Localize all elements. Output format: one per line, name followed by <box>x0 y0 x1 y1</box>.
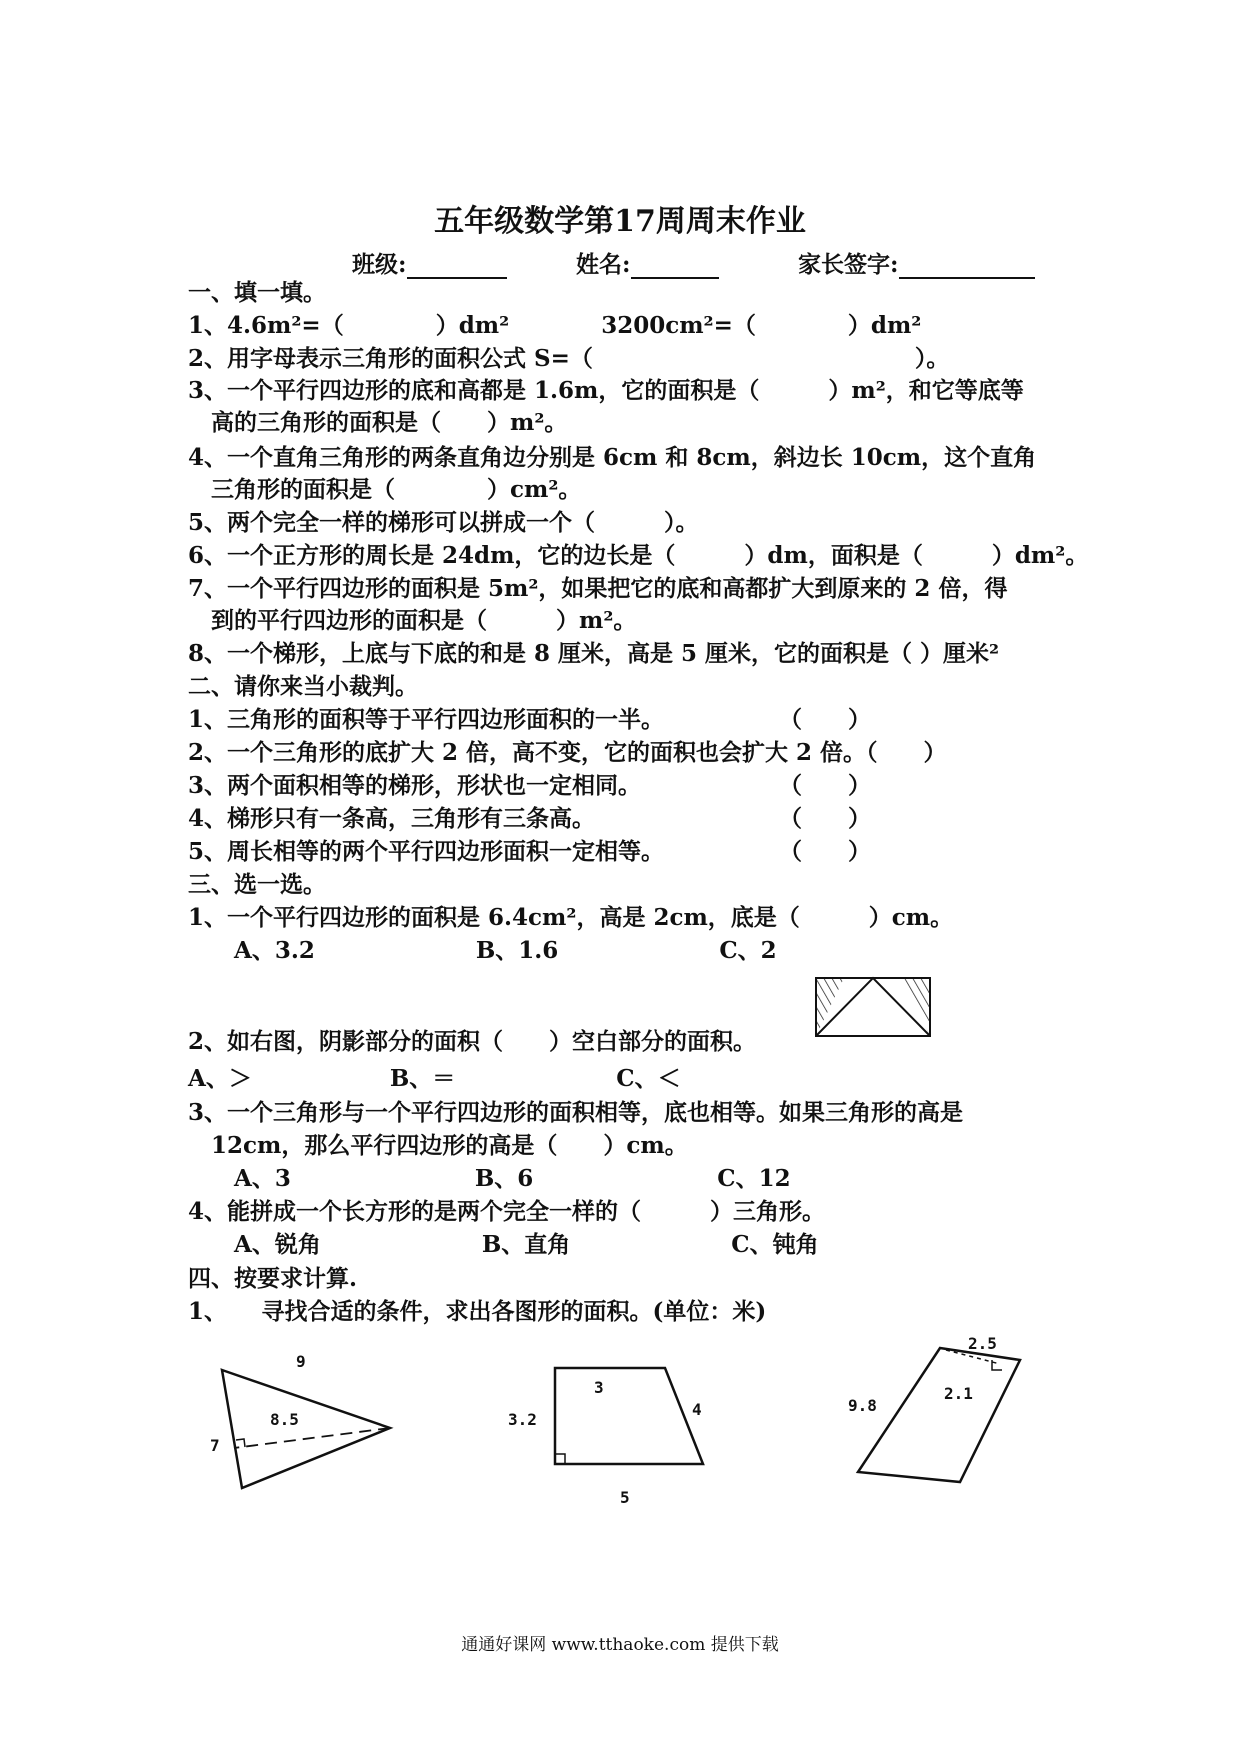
section-heading: 四、按要求计算. <box>188 1265 358 1292</box>
triangle-figure <box>200 1360 400 1500</box>
question-line: 3、两个面积相等的梯形，形状也一定相同。 （ ） <box>188 772 872 799</box>
question-line: 7、一个平行四边形的面积是 5m²，如果把它的底和高都扩大到原来的 2 倍，得 <box>188 575 1008 602</box>
question-line: 4、梯形只有一条高，三角形有三条高。 （ ） <box>188 805 872 832</box>
triangle-label-height: 8.5 <box>270 1410 299 1429</box>
question-line: 2、如右图，阴影部分的面积（ ）空白部分的面积。 <box>188 1028 757 1055</box>
parallelogram-label-top: 2.5 <box>968 1334 997 1353</box>
section-heading: 一、填一填。 <box>188 279 326 306</box>
class-field[interactable] <box>352 246 507 279</box>
question-line: 三角形的面积是（ ）cm²。 <box>188 476 582 503</box>
question-line: 1、一个平行四边形的面积是 6.4cm²，高是 2cm，底是（ ）cm。 <box>188 904 954 931</box>
question-line: 4、一个直角三角形的两条直角边分别是 6cm 和 8cm，斜边长 10cm，这个直角 <box>188 444 1037 471</box>
question-line: 到的平行四边形的面积是（ ）m²。 <box>188 607 637 634</box>
triangle-label-side: 9 <box>296 1352 306 1371</box>
question-line: 4、能拼成一个长方形的是两个完全一样的（ ）三角形。 <box>188 1198 826 1225</box>
parent-signature-field[interactable] <box>798 246 1035 279</box>
trapezoid-label-bottom: 5 <box>620 1488 630 1507</box>
choice-options: A、锐角 B、直角 C、钝角 <box>188 1231 819 1258</box>
choice-options: A、3 B、6 C、12 <box>188 1165 791 1192</box>
question-line: 3、一个三角形与一个平行四边形的面积相等，底也相等。如果三角形的高是 <box>188 1099 964 1126</box>
shaded-area-figure <box>814 976 932 1040</box>
triangle-label-base: 7 <box>210 1436 220 1455</box>
parallelogram-figure <box>850 1340 1030 1490</box>
name-field[interactable] <box>576 246 719 279</box>
section-heading: 三、选一选。 <box>188 871 326 898</box>
question-line: 2、用字母表示三角形的面积公式 S=（ ）。 <box>188 345 950 372</box>
question-line: 1、三角形的面积等于平行四边形面积的一半。 （ ） <box>188 706 872 733</box>
question-line: 1、4.6m²=（ ）dm² 3200cm²=（ ）dm² <box>188 312 922 339</box>
question-line: 高的三角形的面积是（ ）m²。 <box>188 409 568 436</box>
choice-options: A、＞ B、＝ C、＜ <box>188 1065 681 1092</box>
parent-signature-label: 家长签字: <box>798 251 899 278</box>
parallelogram-label-height: 2.1 <box>944 1384 973 1403</box>
parallelogram-label-side: 9.8 <box>848 1396 877 1415</box>
question-line: 3、一个平行四边形的底和高都是 1.6m，它的面积是（ ）m²，和它等底等 <box>188 377 1024 404</box>
question-line: 5、周长相等的两个平行四边形面积一定相等。 （ ） <box>188 838 872 865</box>
question-line: 1、 寻找合适的条件，求出各图形的面积。(单位：米) <box>188 1298 767 1325</box>
trapezoid-label-top: 3 <box>594 1378 604 1397</box>
question-line: 5、两个完全一样的梯形可以拼成一个（ ）。 <box>188 509 699 536</box>
question-line: 6、一个正方形的周长是 24dm，它的边长是（ ）dm，面积是（ ）dm²。 <box>188 542 1089 569</box>
section-heading: 二、请你来当小裁判。 <box>188 673 418 700</box>
class-label: 班级: <box>352 251 407 278</box>
choice-options: A、3.2 B、1.6 C、2 <box>188 937 777 964</box>
question-line: 12cm，那么平行四边形的高是（ ）cm。 <box>188 1132 688 1159</box>
question-line: 2、一个三角形的底扩大 2 倍，高不变，它的面积也会扩大 2 倍。（ ） <box>188 739 947 766</box>
name-label: 姓名: <box>576 251 631 278</box>
page-title: 五年级数学第17周周末作业 <box>434 204 806 239</box>
trapezoid-label-slant: 4 <box>692 1400 702 1419</box>
footer-credit: 通通好课网 www.tthaoke.com 提供下载 <box>461 1635 779 1655</box>
trapezoid-label-height: 3.2 <box>508 1410 537 1429</box>
question-line: 8、一个梯形，上底与下底的和是 8 厘米，高是 5 厘米，它的面积是（ ）厘米² <box>188 640 1000 667</box>
trapezoid-figure <box>545 1360 715 1480</box>
